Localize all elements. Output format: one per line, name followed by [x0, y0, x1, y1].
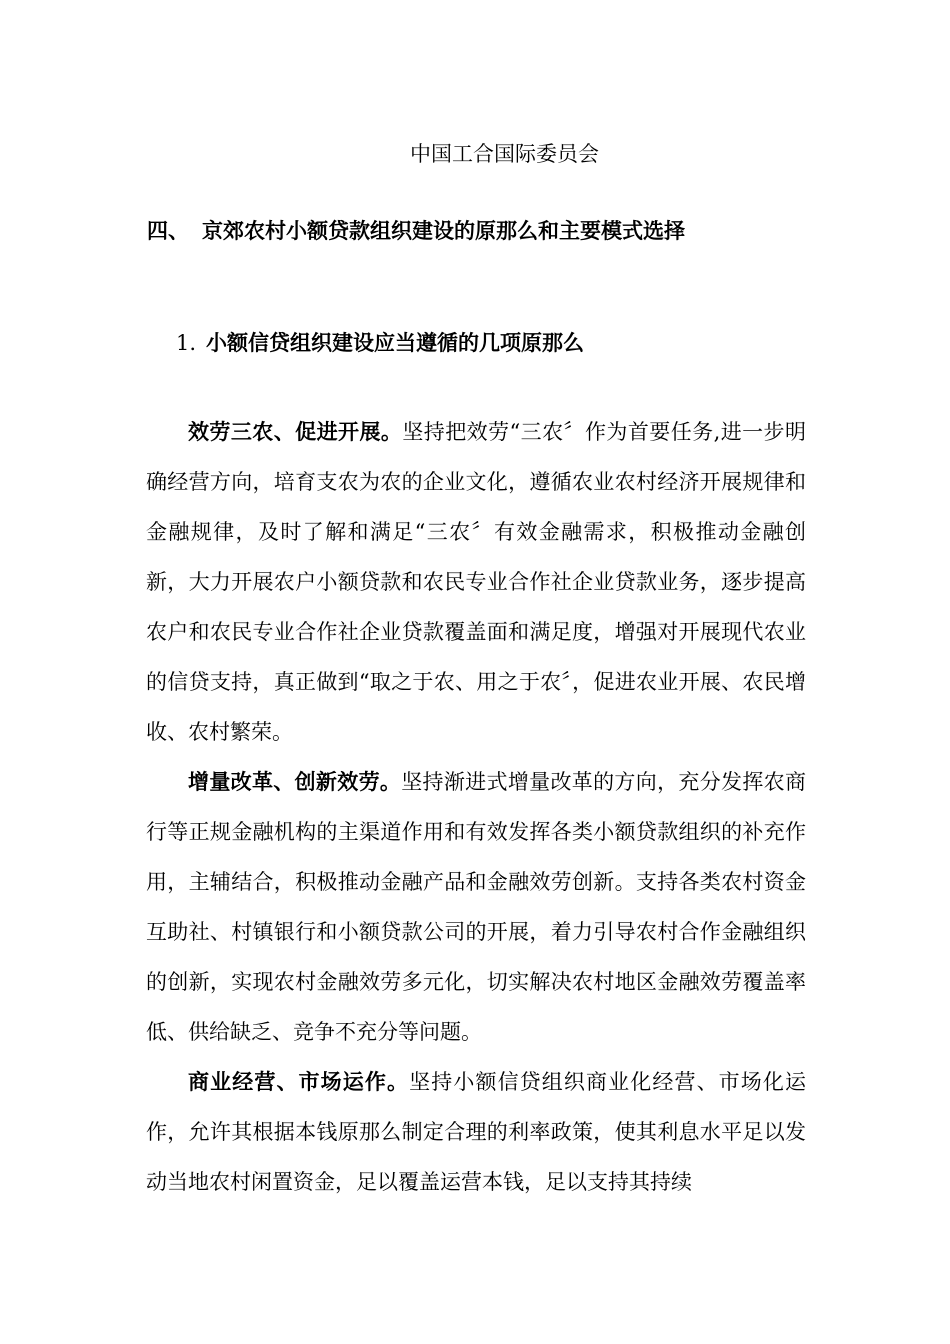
paragraph-lead: 效劳三农、促进开展。 [188, 419, 403, 444]
body-text [146, 407, 806, 1207]
paragraph-text: 坚持小额信贷组织商业化经营、市场化运作，允许其根据本钱原那么制定合理的利率政策，使其利息水平足以发动当地农村闲置资金，足以覆盖运营本钱，足以支持其持续 [146, 1070, 807, 1194]
paragraph [146, 407, 806, 757]
section-heading [147, 215, 685, 245]
paragraph [146, 757, 806, 1057]
paragraph-text: 坚持把效劳“三农〞作为首要任务,进一步明确经营方向，培育支农为农的企业文化，遵循农业农村经济开展规律和金融规律，及时了解和满足“三农〞有效金融需求，积极推动金融创新，大力开展农户小额贷款和农民专业合作社企业贷款业务，逐步提高农户和农民专业合作社企业贷款覆盖面和满足度，增强对开展现代农业的信贷支持，真正做到“取之于农、用之于农〞，促进农业开展、农民增收、农村繁荣。 [146, 420, 806, 744]
section-number: 四、 [147, 218, 189, 243]
organization-name: 中国工合国际委员会 [410, 142, 599, 166]
section-title: 京郊农村小额贷款组织建设的原那么和主要模式选择 [202, 218, 685, 243]
paragraph-lead: 增量改革、创新效劳。 [188, 769, 402, 794]
subsection-heading [176, 327, 584, 357]
paragraph [146, 1057, 806, 1207]
paragraph-text: 坚持渐进式增量改革的方向，充分发挥农商行等正规金融机构的主渠道作用和有效发挥各类小额贷款组织的补充作用，主辅结合，积极推动金融产品和金融效劳创新。支持各类农村资金互助社、村镇银行和小额贷款公司的开展，着力引导农村合作金融组织的创新，实现农村金融效劳多元化，切实解决农村地区金融效劳覆盖率低、供给缺乏、竞争不充分等问题。 [146, 770, 807, 1044]
paragraph-lead: 商业经营、市场运作。 [188, 1069, 410, 1094]
subsection-number: 1. [176, 331, 197, 355]
subsection-title: 小额信贷组织建设应当遵循的几项原那么 [206, 330, 585, 355]
